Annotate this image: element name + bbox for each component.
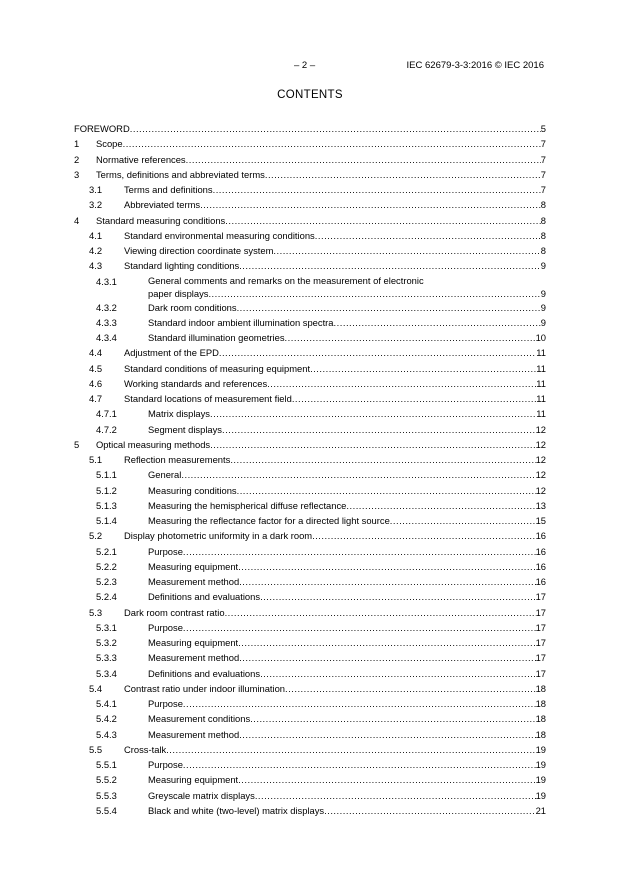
toc-entry-line <box>124 243 546 258</box>
toc-entry-page: 8 <box>540 214 546 226</box>
dot-leader <box>183 696 536 711</box>
toc-entry-line <box>148 467 546 482</box>
toc-entry-title: Dark room conditions <box>148 301 237 313</box>
toc-entry-page: 19 <box>535 743 546 755</box>
toc-entry-line <box>148 498 546 513</box>
toc-entry-line <box>124 197 546 212</box>
toc-entry-line <box>148 315 546 330</box>
dot-leader <box>238 559 535 574</box>
toc-entry-line <box>148 513 546 528</box>
dot-leader <box>250 711 535 726</box>
toc-entry-line <box>148 772 546 787</box>
toc-entry[interactable] <box>74 330 546 345</box>
toc-entry-title: Reflection measurements <box>124 454 231 465</box>
toc-entry-title: Measuring equipment <box>148 560 239 572</box>
toc-entry-page: 16 <box>535 560 546 572</box>
dot-leader <box>239 727 535 742</box>
dot-leader <box>222 422 536 437</box>
toc-entry-line <box>96 437 546 452</box>
toc-entry-title: Measurement method <box>148 576 240 587</box>
toc-entry-title: Contrast ratio under indoor illumination <box>124 682 286 694</box>
toc-entry-number: 4.3.1 <box>96 275 117 287</box>
toc-entry-page: 16 <box>535 530 546 542</box>
dot-leader <box>183 544 536 559</box>
toc-entry-title: Standard environmental measuring conditions <box>124 229 315 241</box>
toc-entry-title: Standard indoor ambient illumination spectra <box>148 316 334 328</box>
toc-entry[interactable] <box>74 300 546 315</box>
toc-entry-page: 18 <box>535 713 546 725</box>
toc-entry-line <box>124 452 546 467</box>
toc-entry-title: Measuring the hemispherical diffuse reflectance <box>148 499 347 511</box>
toc-entry-number: 3.2 <box>89 199 103 211</box>
toc-entry-title: Matrix displays <box>148 408 210 420</box>
toc-entry[interactable] <box>74 274 546 300</box>
toc-entry-number: 4.1 <box>89 229 103 241</box>
toc-entry-line <box>124 528 546 543</box>
toc-entry-line <box>148 620 546 635</box>
toc-entry-line <box>124 228 546 243</box>
toc-entry-number: 5.1.4 <box>96 515 117 526</box>
toc-entry-page: 10 <box>535 332 546 343</box>
toc-entry-number: 4.2 <box>89 245 103 256</box>
toc-entry-number: 5.5.4 <box>96 804 117 816</box>
toc-entry-page: 12 <box>535 454 546 465</box>
toc-entry[interactable] <box>74 803 546 818</box>
toc-entry-page: 7 <box>540 138 546 150</box>
toc-entry-title: Dark room contrast ratio <box>124 606 225 618</box>
toc-entry-page: 12 <box>535 469 546 481</box>
toc-entry[interactable] <box>74 182 546 197</box>
toc-entry-number: 5.3 <box>89 606 103 618</box>
dot-leader <box>237 483 536 498</box>
dot-leader <box>260 666 536 681</box>
dot-leader <box>186 152 541 167</box>
toc-entry-number: 4.7 <box>89 393 103 404</box>
toc-entry-line-continued <box>148 287 546 300</box>
table-of-contents <box>74 121 546 818</box>
toc-entry-title: Definitions and evaluations <box>148 667 261 679</box>
toc-entry-title: Measuring equipment <box>148 637 239 648</box>
toc-entry-number: 4.3.2 <box>96 301 117 313</box>
toc-entry-page: 7 <box>540 153 546 165</box>
toc-entry-title: FOREWORD <box>74 123 130 134</box>
toc-entry[interactable] <box>74 605 546 620</box>
toc-entry[interactable] <box>74 136 546 151</box>
toc-entry-number: 5.3.3 <box>96 652 117 664</box>
toc-entry-line <box>124 391 546 406</box>
toc-entry-number: 5.2.3 <box>96 576 117 587</box>
toc-entry-title: Purpose <box>148 698 183 709</box>
toc-entry-line <box>148 544 546 559</box>
toc-entry-page: 7 <box>540 168 546 180</box>
toc-entry[interactable] <box>74 213 546 228</box>
toc-entry-number: 5.5.2 <box>96 774 117 786</box>
toc-entry-line <box>148 696 546 711</box>
dot-leader <box>334 315 541 330</box>
dot-leader <box>208 287 540 300</box>
toc-entry-number: 5.1.2 <box>96 484 117 496</box>
toc-entry-title: Measurement method <box>148 652 240 664</box>
toc-entry-page: 9 <box>540 260 546 272</box>
toc-entry-page: 11 <box>536 408 546 420</box>
toc-entry[interactable] <box>74 559 546 574</box>
dot-leader <box>210 437 535 452</box>
toc-entry-title: Standard illumination geometries <box>148 332 285 343</box>
dot-leader <box>183 620 536 635</box>
toc-entry-page: 11 <box>536 377 546 389</box>
toc-entry[interactable] <box>74 528 546 543</box>
toc-entry-title: Display photometric uniformity in a dark room <box>124 530 313 542</box>
toc-entry-line <box>124 345 546 360</box>
toc-entry-number: 5.4 <box>89 682 103 694</box>
toc-entry-title: Greyscale matrix displays <box>148 789 255 801</box>
toc-entry-title: Cross-talk <box>124 743 167 755</box>
toc-entry-title: Measuring the reflectance factor for a directed light source <box>148 515 390 526</box>
dot-leader <box>285 330 536 345</box>
dot-leader <box>219 345 536 360</box>
toc-entry-page: 19 <box>535 759 546 770</box>
dot-leader <box>310 361 536 376</box>
toc-entry-page: 17 <box>535 637 546 648</box>
toc-entry-number: 4.6 <box>89 377 103 389</box>
toc-entry-line <box>148 803 546 818</box>
toc-entry-line <box>148 666 546 681</box>
toc-entry-line <box>148 757 546 772</box>
toc-entry[interactable] <box>74 391 546 406</box>
toc-entry-line <box>96 152 546 167</box>
toc-entry-title: Standard conditions of measuring equipment <box>124 362 311 374</box>
toc-entry-page: 18 <box>535 698 546 709</box>
toc-entry-page: 16 <box>535 545 546 557</box>
toc-entry-number: 4.7.1 <box>96 408 117 420</box>
toc-entry[interactable] <box>74 243 546 258</box>
toc-entry-page: 17 <box>535 591 546 603</box>
toc-entry[interactable] <box>74 711 546 726</box>
toc-entry-page: 8 <box>540 229 546 241</box>
dot-leader <box>239 574 535 589</box>
toc-entry-title: Viewing direction coordinate system <box>124 245 274 256</box>
dot-leader <box>260 589 536 604</box>
dot-leader <box>239 258 541 273</box>
toc-entry-line <box>148 406 546 421</box>
toc-entry-page: 11 <box>536 362 546 374</box>
dot-leader <box>225 605 536 620</box>
toc-entry-title: Black and white (two-level) matrix displays <box>148 804 325 816</box>
toc-entry[interactable] <box>74 167 546 182</box>
dot-leader <box>238 772 535 787</box>
toc-entry-title: Standard lighting conditions <box>124 260 240 272</box>
toc-entry-title: Definitions and evaluations <box>148 591 261 603</box>
toc-entry-number: 5.2.4 <box>96 591 117 603</box>
toc-entry-line <box>148 300 546 315</box>
toc-entry-page: 9 <box>540 301 546 313</box>
toc-entry-line <box>124 742 546 757</box>
toc-entry-title-continued: paper displays <box>148 287 209 299</box>
toc-entry[interactable] <box>74 635 546 650</box>
toc-entry-line <box>148 635 546 650</box>
toc-entry-page: 16 <box>535 576 546 587</box>
toc-entry-number: 5.2 <box>89 530 103 542</box>
toc-entry-title: Purpose <box>148 621 183 633</box>
toc-entry[interactable] <box>74 228 546 243</box>
toc-entry-page: 9 <box>540 316 546 328</box>
toc-entry-page: 11 <box>536 347 546 359</box>
toc-entry[interactable] <box>74 727 546 742</box>
toc-entry-number: 5.1.1 <box>96 469 117 481</box>
toc-entry[interactable] <box>74 152 546 167</box>
toc-entry-title: Abbreviated terms <box>124 199 201 211</box>
dot-leader <box>267 376 536 391</box>
toc-entry[interactable] <box>74 483 546 498</box>
toc-entry-number: 5 <box>74 438 80 450</box>
toc-entry-title: Measuring equipment <box>148 774 239 786</box>
toc-entry-number: 4 <box>74 214 80 226</box>
toc-entry[interactable] <box>74 757 546 772</box>
toc-entry-line <box>148 330 546 345</box>
toc-entry-number: 5.5.1 <box>96 759 117 770</box>
dot-leader <box>210 406 536 421</box>
toc-entry-number: 5.3.4 <box>96 667 117 679</box>
dot-leader <box>166 742 535 757</box>
toc-entry-title: Normative references <box>96 153 186 165</box>
toc-entry[interactable] <box>74 742 546 757</box>
toc-entry[interactable] <box>74 589 546 604</box>
toc-entry-line <box>148 650 546 665</box>
toc-entry-number: 5.5 <box>89 743 103 755</box>
dot-leader <box>239 650 535 665</box>
toc-entry[interactable] <box>74 772 546 787</box>
toc-entry[interactable] <box>74 681 546 696</box>
toc-entry-number: 4.5 <box>89 362 103 374</box>
dot-leader <box>255 788 536 803</box>
toc-entry-title: Scope <box>96 138 123 150</box>
toc-entry-page: 19 <box>535 774 546 786</box>
dot-leader <box>346 498 535 513</box>
dot-leader <box>200 197 541 212</box>
toc-entry-line <box>96 213 546 228</box>
toc-entry-line <box>96 167 546 182</box>
toc-entry[interactable] <box>74 696 546 711</box>
toc-entry-number: 5.3.1 <box>96 621 117 633</box>
toc-entry-page: 5 <box>540 123 546 134</box>
toc-entry-page: 11 <box>536 393 546 404</box>
toc-entry[interactable] <box>74 452 546 467</box>
dot-leader <box>123 136 541 151</box>
toc-entry-line <box>148 483 546 498</box>
toc-entry[interactable] <box>74 666 546 681</box>
toc-entry[interactable] <box>74 121 546 136</box>
toc-entry-title: Segment displays <box>148 423 222 435</box>
toc-entry-number: 4.4 <box>89 347 103 359</box>
toc-entry[interactable] <box>74 376 546 391</box>
toc-entry[interactable] <box>74 498 546 513</box>
dot-leader <box>181 467 535 482</box>
toc-entry-line <box>96 136 546 151</box>
toc-entry-line <box>148 711 546 726</box>
toc-entry-page: 12 <box>535 423 546 435</box>
toc-entry-number: 3 <box>74 168 80 180</box>
toc-entry-number: 5.5.3 <box>96 789 117 801</box>
toc-entry-title: Terms, definitions and abbreviated terms <box>96 168 265 180</box>
toc-entry-line <box>74 121 546 136</box>
toc-entry[interactable] <box>74 315 546 330</box>
toc-entry-title: Standard measuring conditions <box>96 214 226 226</box>
toc-entry-title: General <box>148 469 182 481</box>
toc-entry-number: 5.1.3 <box>96 499 117 511</box>
toc-entry-page: 8 <box>540 245 546 256</box>
dot-leader <box>390 513 536 528</box>
toc-entry-number: 5.4.2 <box>96 713 117 725</box>
toc-entry-page: 17 <box>535 667 546 679</box>
toc-entry-title: Purpose <box>148 759 183 770</box>
toc-entry-title: General comments and remarks on the measurement of electronic <box>148 274 424 286</box>
toc-entry[interactable] <box>74 406 546 421</box>
toc-entry-title: Adjustment of the EPD <box>124 347 219 359</box>
toc-entry-number: 2 <box>74 153 80 165</box>
toc-entry-page: 21 <box>535 804 546 816</box>
toc-entry-page: 15 <box>535 515 546 526</box>
toc-entry-number: 1 <box>74 138 80 150</box>
toc-entry-number: 5.4.1 <box>96 698 117 709</box>
toc-entry-page: 17 <box>535 606 546 618</box>
toc-entry-page: 18 <box>535 728 546 740</box>
dot-leader <box>230 452 535 467</box>
toc-entry[interactable] <box>74 574 546 589</box>
toc-entry-line <box>124 681 546 696</box>
document-reference: IEC 62679-3-3:2016 © IEC 2016 <box>406 60 544 71</box>
toc-entry[interactable] <box>74 258 546 273</box>
toc-entry-page: 12 <box>535 438 546 450</box>
toc-entry-number: 4.3 <box>89 260 103 272</box>
toc-entry[interactable] <box>74 620 546 635</box>
dot-leader <box>312 528 535 543</box>
toc-entry-line <box>148 574 546 589</box>
page-number: – 2 – <box>294 60 316 71</box>
dot-leader <box>238 635 535 650</box>
toc-entry-line <box>124 361 546 376</box>
toc-entry[interactable] <box>74 650 546 665</box>
toc-entry-title: Working standards and references <box>124 377 268 389</box>
toc-entry[interactable] <box>74 467 546 482</box>
toc-entry[interactable] <box>74 437 546 452</box>
toc-entry-number: 5.2.1 <box>96 545 117 557</box>
toc-entry-line <box>124 376 546 391</box>
toc-entry-line <box>124 182 546 197</box>
toc-entry-line <box>124 258 546 273</box>
toc-entry-title: Standard locations of measurement field <box>124 393 292 404</box>
toc-entry[interactable] <box>74 788 546 803</box>
toc-entry-number: 4.3.3 <box>96 316 117 328</box>
toc-entry-title: Purpose <box>148 545 183 557</box>
toc-entry-title: Measurement conditions <box>148 713 251 725</box>
toc-entry-line <box>148 422 546 437</box>
dot-leader <box>324 803 535 818</box>
toc-entry-line <box>124 605 546 620</box>
toc-entry[interactable] <box>74 361 546 376</box>
toc-entry-number: 5.2.2 <box>96 560 117 572</box>
toc-entry-page: 17 <box>535 621 546 633</box>
dot-leader <box>183 757 536 772</box>
dot-leader <box>225 213 541 228</box>
toc-entry-line <box>148 727 546 742</box>
dot-leader <box>273 243 540 258</box>
toc-entry-number: 5.3.2 <box>96 637 117 648</box>
toc-entry-line <box>148 559 546 574</box>
page-title: CONTENTS <box>277 89 343 101</box>
toc-entry-number: 3.1 <box>89 184 103 195</box>
dot-leader <box>285 681 536 696</box>
toc-entry[interactable] <box>74 513 546 528</box>
dot-leader <box>130 121 541 136</box>
dot-leader <box>315 228 541 243</box>
toc-entry-title: Measurement method <box>148 728 240 740</box>
dot-leader <box>292 391 536 406</box>
toc-entry-page: 9 <box>540 287 546 299</box>
toc-entry-page: 17 <box>535 652 546 664</box>
toc-entry-page: 7 <box>540 184 546 195</box>
toc-entry-title: Measuring conditions <box>148 484 237 496</box>
toc-entry-number: 4.7.2 <box>96 423 117 435</box>
toc-entry-page: 13 <box>535 499 546 511</box>
toc-entry-page: 8 <box>540 199 546 211</box>
toc-entry-title: Optical measuring methods <box>96 438 211 450</box>
toc-entry[interactable] <box>74 422 546 437</box>
toc-entry-number: 5.1 <box>89 454 103 465</box>
toc-entry-title: Terms and definitions <box>124 184 213 195</box>
toc-entry[interactable] <box>74 345 546 360</box>
toc-entry-line <box>148 788 546 803</box>
toc-entry-number: 4.3.4 <box>96 332 117 343</box>
toc-entry-page: 18 <box>535 682 546 694</box>
dot-leader <box>213 182 541 197</box>
dot-leader <box>237 300 541 315</box>
toc-entry-page: 19 <box>535 789 546 801</box>
toc-entry[interactable] <box>74 197 546 212</box>
toc-entry-number: 5.4.3 <box>96 728 117 740</box>
dot-leader <box>265 167 541 182</box>
toc-entry-line <box>148 589 546 604</box>
toc-entry-line <box>148 274 546 300</box>
toc-entry-page: 12 <box>535 484 546 496</box>
toc-entry[interactable] <box>74 544 546 559</box>
